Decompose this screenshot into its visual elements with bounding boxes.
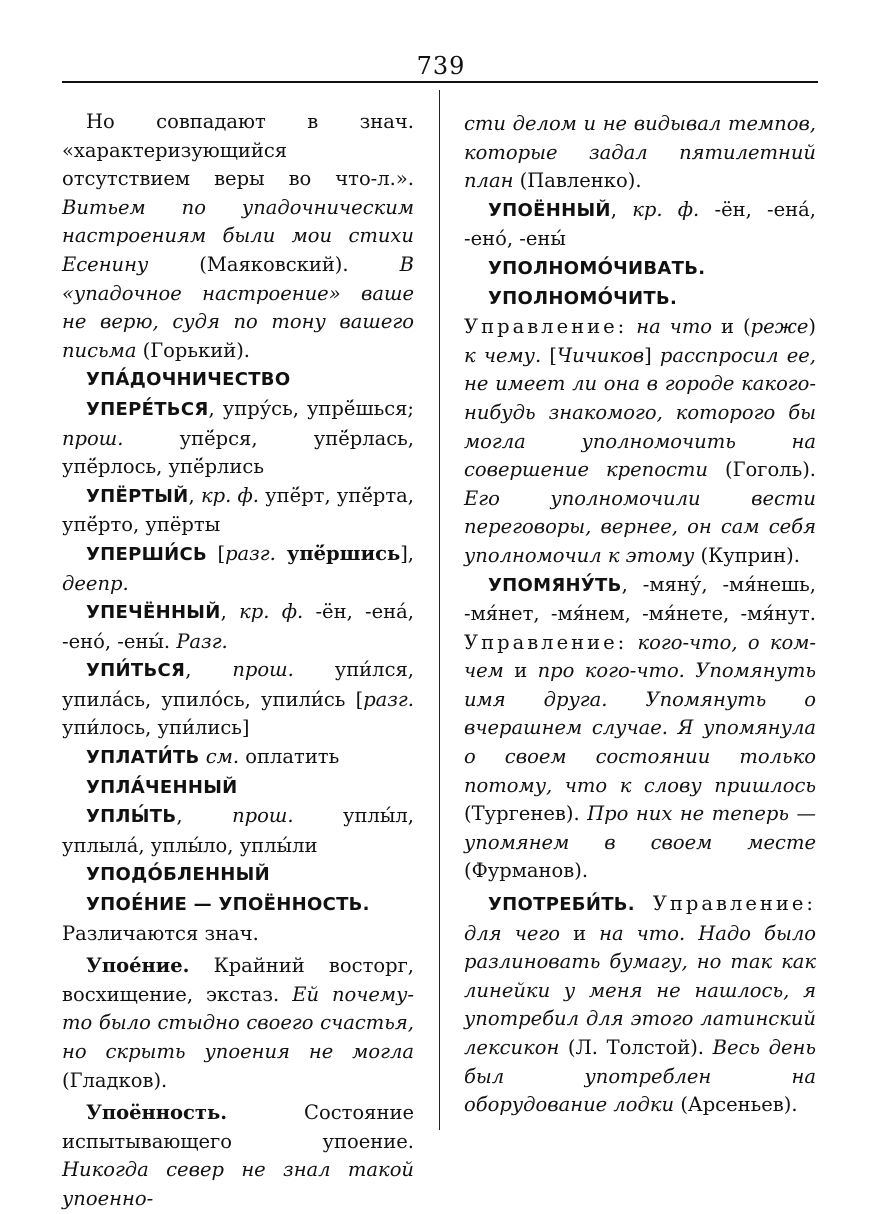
entry-text: ): [808, 315, 816, 339]
headword: УПЁРТЫЙ: [86, 485, 189, 507]
entry-text: кого-что, о ком-чем: [464, 630, 817, 683]
entry-text: про кого-что. Упомянуть имя друга. Упомянуть о вчерашнем случае. Я упомянула о своем состоянии только потому, что к слову пришлось: [464, 659, 816, 797]
entry-text: ],: [400, 541, 414, 565]
entry-text: Разг.: [176, 629, 228, 653]
headword: УПЛАТИ́ТЬ: [86, 747, 200, 769]
entry-text: , -мяну́, -мя́нешь, -мя́нет, -мя́нем, -мя́нете, -мя́нут.: [464, 572, 816, 626]
column-divider: [439, 90, 440, 1130]
entry-text: ,: [176, 804, 233, 828]
entry-text: разг.: [225, 541, 276, 565]
dictionary-entry: [62, 920, 414, 949]
headword: УПЛЫ́ТЬ: [86, 806, 177, 828]
entry-text: Но совпадают в знач. «характеризующийся отсутствием веры во что-л.».: [62, 110, 414, 191]
entry-text: ,: [610, 197, 633, 221]
headword: УПОЁННЫЙ: [488, 199, 611, 221]
entry-text: см.: [205, 745, 240, 769]
entry-text: уплы́л, уплыла́, уплы́ло, уплы́ли: [62, 804, 414, 857]
page-number: 739: [416, 52, 466, 80]
dictionary-entry: [62, 365, 414, 395]
entry-text: Различаются знач.: [62, 921, 259, 945]
dictionary-entry: [62, 598, 414, 656]
entry-text: Весь день был употреблен на оборудование лодки: [464, 1036, 817, 1117]
entry-text: ]: [644, 343, 660, 367]
dictionary-entry: [464, 196, 816, 254]
entry-text: и: [560, 921, 600, 945]
entry-text: (Гладков).: [62, 1068, 168, 1092]
dictionary-entry: [62, 395, 414, 482]
entry-text: (Горький).: [136, 338, 250, 362]
entry-text: упё́рт, упё́рта, упё́рто, упёрты: [62, 483, 414, 537]
dictionary-entry: [62, 482, 414, 540]
entry-text: расспросил ее, не имеет ли она в городе какого-нибудь знакомого, которого бы могла уполномочить на совершение крепости: [464, 343, 816, 482]
entry-text: (Л. Толстой).: [559, 1036, 713, 1059]
entry-text: кр. ф.: [239, 600, 304, 624]
left-column: [62, 108, 414, 1214]
headword: УПОТРЕБИ́ТЬ.: [488, 894, 635, 916]
entry-text: [627, 315, 636, 338]
dictionary-entry: [62, 656, 414, 743]
headword: УПЕЧЁННЫЙ: [86, 602, 221, 624]
headword: УПЛА́ЧЕННЫЙ: [86, 776, 238, 798]
entry-text: кр. ф.: [632, 197, 700, 221]
dictionary-entry: [62, 860, 414, 890]
headword: УПОЛНОМО́ЧИВАТЬ.: [488, 257, 706, 279]
dictionary-entry: [62, 540, 414, 598]
dictionary-entry: [464, 254, 816, 284]
entry-text: упи́лся, упила́сь, упило́сь, упили́сь [: [62, 658, 414, 711]
entry-text: Ей почему-то было стыдно своего счастья, но скрыть упоения не могла: [62, 982, 414, 1063]
entry-text: (Куприн).: [694, 543, 800, 567]
entry-text: В «упадочное настроение» ваше не верю, судя по тону вашего письма: [62, 252, 414, 362]
entry-text: Крайний восторг, восхищение, экстаз.: [62, 954, 414, 1006]
entry-text: Управление:: [464, 315, 628, 339]
entry-text: Про них не теперь — упомянем в своем месте: [464, 802, 816, 854]
entry-text: (Арсеньев).: [674, 1093, 798, 1117]
entry-text: (Гоголь).: [707, 458, 816, 482]
headword: УПОДО́БЛЕННЫЙ: [86, 864, 270, 886]
entry-text: Чичиков: [557, 343, 645, 367]
entry-text: ,: [185, 658, 233, 682]
headword: УПИ́ТЬСЯ: [86, 660, 186, 682]
entry-text: [: [541, 343, 558, 367]
entry-text: -ён, -ена́, -ено́, -ены́.: [62, 600, 414, 653]
entry-text: на что: [636, 315, 713, 339]
entry-text: Состояние испытывающего упоение.: [62, 1101, 414, 1153]
entry-text: ,: [220, 600, 240, 624]
entry-text: для чего: [464, 921, 561, 945]
entry-text: Управление:: [464, 630, 628, 654]
entry-text: Витьем по упадочническим настроениям были мои стихи Есенину: [62, 195, 414, 276]
entry-text: [: [207, 541, 226, 565]
entry-text: Никогда север не знал такой упоенно-: [62, 1158, 414, 1210]
dictionary-entry: [464, 890, 816, 1120]
entry-text: Управление:: [634, 892, 816, 916]
dictionary-entry: [464, 110, 816, 196]
headword: УПОЕ́НИЕ — УПОЁННОСТЬ.: [86, 894, 370, 916]
dictionary-entry: [62, 108, 414, 365]
entry-text: разг.: [363, 687, 414, 711]
entry-text: деепр.: [62, 571, 129, 595]
entry-text: прош.: [232, 658, 294, 682]
entry-text: сти делом и не видывал темпов, которые задал пятилетний план: [464, 112, 816, 193]
entry-text: [627, 631, 637, 654]
entry-text: упи́лось, упи́лись]: [62, 716, 250, 740]
entry-text: (Маяковский).: [148, 252, 400, 276]
entry-text: (Павленко).: [513, 169, 642, 193]
entry-text: и: [503, 659, 538, 683]
dictionary-entry: [62, 773, 414, 803]
header-rule: [62, 81, 818, 83]
entry-text: (Тургенев).: [464, 802, 588, 826]
headword: УПА́ДОЧНИЧЕСТВО: [86, 369, 291, 391]
entry-text: , упру́сь, упрё́шься;: [208, 396, 414, 420]
entry-text: на что. Надо было разлиновать бумагу, но так как линейки у меня не нашлось, я употребил для этого латинский лексикон: [464, 921, 816, 1059]
entry-text: оплатить: [239, 745, 340, 769]
entry-text: прош.: [232, 804, 294, 828]
entry-text: прош.: [62, 426, 124, 450]
entry-text: реже: [750, 315, 809, 339]
entry-text: упё́рся, упё́рлась, упё́рлось, упё́рлись: [62, 426, 414, 479]
entry-text: ,: [188, 483, 201, 507]
entry-text: упё́ршись: [275, 541, 401, 565]
dictionary-entry: [62, 802, 414, 860]
right-column: [464, 110, 816, 1120]
headword: УПОМЯНУ́ТЬ: [488, 574, 622, 596]
dictionary-entry: [464, 571, 816, 887]
entry-text: Его уполномочили вести переговоры, вернее, он сам себя уполномочил к этому: [464, 486, 816, 567]
entry-text: кр. ф.: [200, 483, 259, 507]
dictionary-entry: [62, 952, 414, 1095]
dictionary-entry: [62, 890, 414, 920]
entry-text: -ён, -ена́, -ено́, -ены́: [464, 197, 816, 251]
entry-text: и (: [712, 315, 751, 339]
headword: УПЕРШИ́СЬ: [86, 543, 208, 565]
dictionary-entry: [62, 1099, 414, 1213]
dictionary-entry: [464, 284, 816, 571]
headword: УПЕРЕ́ТЬСЯ: [86, 398, 209, 420]
headword: УПОЛНОМО́ЧИТЬ.: [488, 287, 678, 309]
entry-text: к чему.: [464, 343, 542, 367]
dictionary-entry: [62, 743, 414, 773]
entry-text: Упое́ние.: [86, 954, 190, 978]
entry-text: Упоённость.: [86, 1101, 228, 1125]
entry-text: (Фурманов).: [464, 859, 589, 883]
